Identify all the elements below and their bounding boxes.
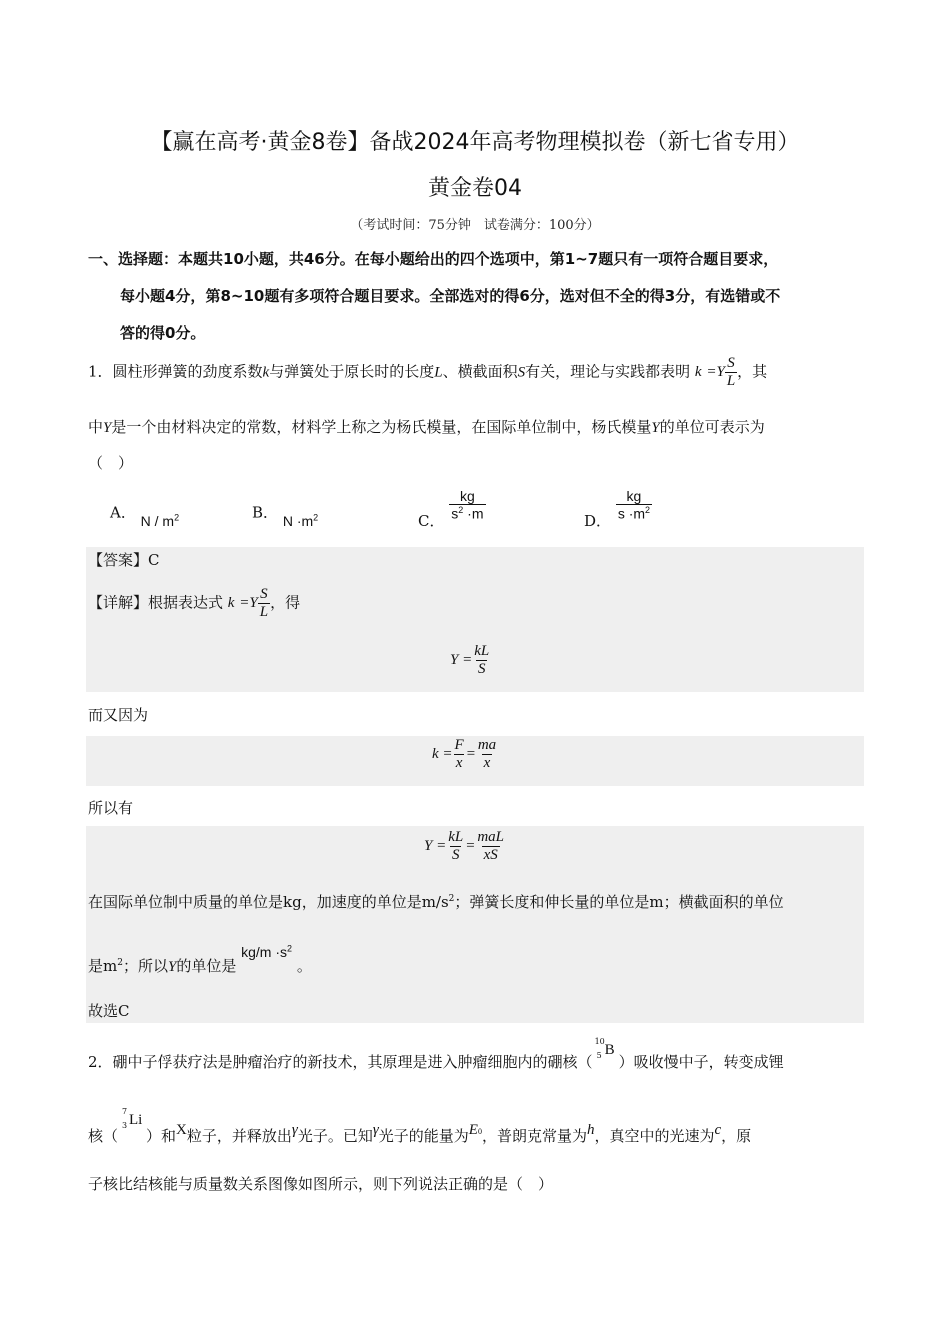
section-instruction-line1: 一、选择题：本题共10小题，共46分。在每小题给出的四个选项中，第1~7题只有一项符合题目要求，: [88, 250, 779, 268]
exam-info: （考试时间：75分钟 试卷满分：100分）: [350, 218, 600, 233]
paper-title: 【赢在高考·黄金8卷】备战2024年高考物理模拟卷（新七省专用）: [150, 130, 800, 155]
q2-line3: 子核比结核能与质量数关系图像如图所示，则下列说法正确的是（ ）: [88, 1175, 554, 1193]
option-b[interactable]: B． $N \cdot m^2$: [252, 503, 319, 529]
formula-1: Y = $\frac{kL}{S}$: [450, 643, 490, 678]
q2-line2: 核（ 7 3 Li ）和X粒子，并释放出γ光子。已知γ光子的能量为E0，普朗克常量为h，真空中的光速为c，原: [88, 1107, 752, 1145]
formula-2: k = $\frac{F}{x}$ = $\frac{ma}{x}$: [432, 737, 497, 772]
q1-line1: 1．圆柱形弹簧的劲度系数k与弹簧处于原长时的长度L、横截面积S有关，理论与实践都表明 k =Y $\frac{S}{L}$ ，其: [88, 355, 768, 390]
lithium-nuclide: 7 3 Li: [122, 1107, 143, 1130]
q1-formula: k =Y $\frac{S}{L}$: [694, 355, 736, 390]
option-d[interactable]: D． $\frac{kg}{s \cdot m^2}$: [584, 488, 651, 530]
formula-3: Y = $\frac{kL}{S}$ = $\frac{\text{maL}}{xS}$: [424, 829, 505, 864]
section-instruction-line3: 答的得0分。: [120, 324, 206, 342]
q1-blank: （ ）: [88, 454, 134, 472]
units-line2: 是$m^2$；所以Y的单位是 $kg/m \cdot s^2$ 。: [88, 943, 312, 975]
paper-subtitle: 黄金卷04: [428, 176, 522, 201]
q2-line1: 2．硼中子俘获疗法是肿瘤治疗的新技术，其原理是进入肿瘤细胞内的硼核（ 10 5 B ）吸收慢中子，转变成锂: [88, 1037, 784, 1071]
option-c[interactable]: C． $\frac{kg}{s^2 \cdot m}$: [418, 488, 484, 530]
boron-nuclide: 10 5 B: [594, 1037, 615, 1060]
also-text: 而又因为: [88, 706, 149, 724]
detail-line: 【详解】根据表达式 k =Y $\frac{S}{L}$ ，得: [88, 586, 301, 621]
so-text: 所以有: [88, 799, 134, 817]
q1-line2: 中Y是一个由材料决定的常数，材料学上称之为杨氏模量，在国际单位制中，杨氏模量Y的单位可表示为: [88, 418, 765, 436]
section-instruction-line2: 每小题4分，第8~10题有多项符合题目要求。全部选对的得6分，选对但不全的得3分，有选错或不: [120, 287, 781, 305]
choose-text: 故选C: [88, 1002, 130, 1020]
units-line1: 在国际单位制中质量的单位是kg，加速度的单位是$m/s^2$；弹簧长度和伸长量的单位是m；横截面积的单位: [88, 893, 784, 911]
option-a[interactable]: A． N / $m^2$: [110, 503, 180, 529]
answer-text: 【答案】C: [88, 551, 160, 569]
